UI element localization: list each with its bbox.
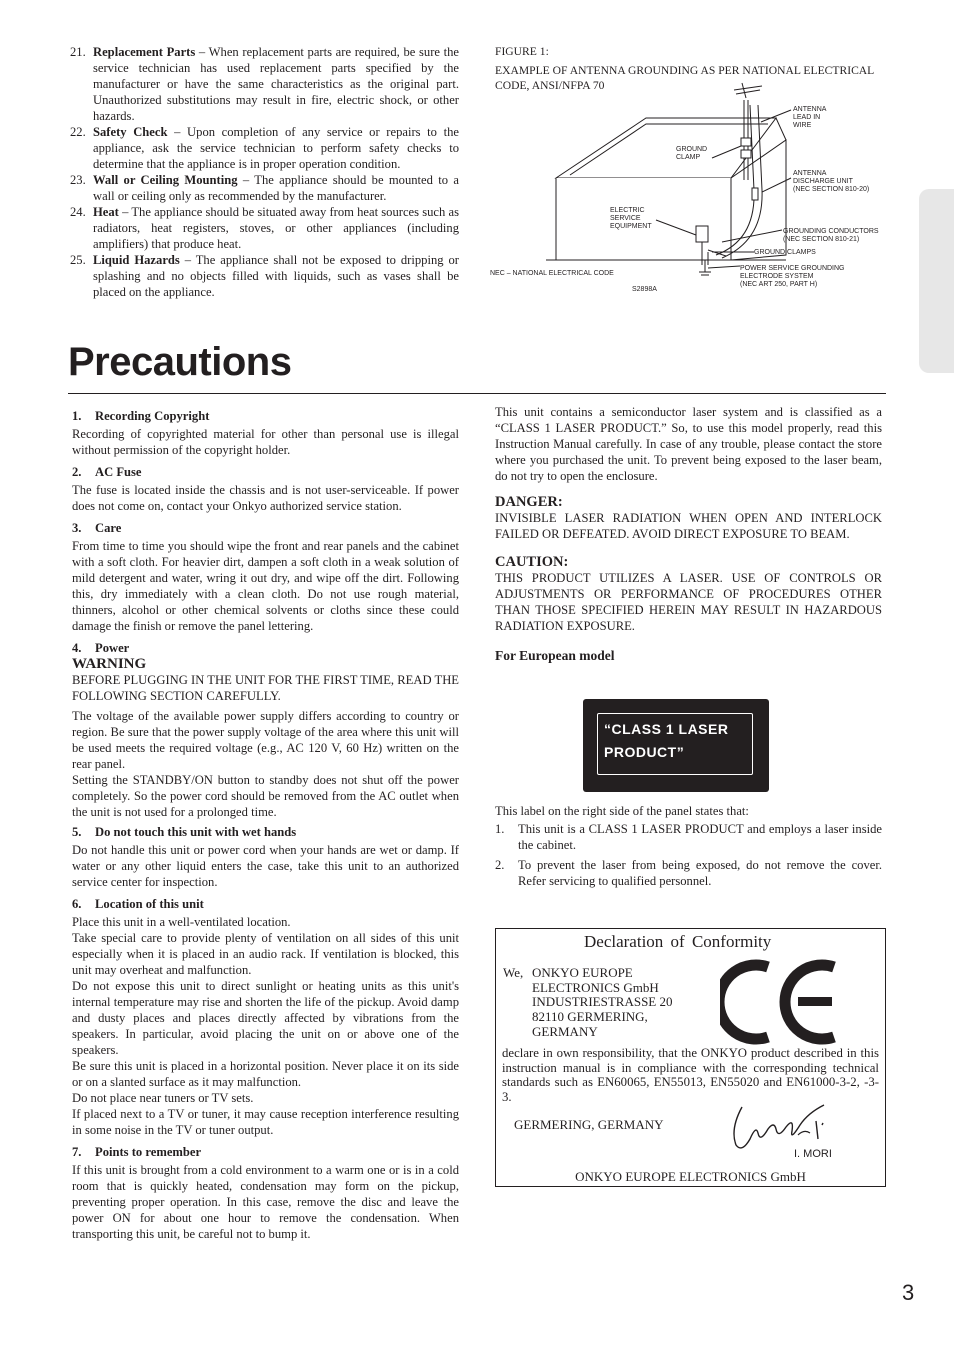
section-paragraph: Be sure this unit is placed in a horizontal position. Never place it on its side or on a slanted surface as it may malfunction. bbox=[72, 1059, 459, 1089]
danger-label: DANGER: bbox=[495, 494, 563, 510]
item-number: 21. bbox=[70, 45, 86, 59]
item-term: Liquid Hazards bbox=[93, 253, 180, 267]
safety-item bbox=[70, 124, 459, 172]
laser-label-line2: PRODUCT” bbox=[604, 744, 685, 760]
point-number: 1. bbox=[495, 822, 505, 836]
page-number: 3 bbox=[902, 1280, 915, 1305]
item-term: Heat bbox=[93, 205, 119, 219]
item-text: – When replacement parts are required, be sure the service technician has used replacement parts specified by the manufacturer or have the same characteristics as the original part. Unauthorized substitutions may result in fire, electric shock, or other hazards. bbox=[93, 45, 460, 123]
section-paragraph: If this unit is brought from a cold environment to a warm one or is in a cold room that is quickly heated, condensation may form on the pickup, preventing proper operation. In this case, remove the disc and leave the power ON for about one hour to remove the condensation. When transporting this unit, be careful not to bump it. bbox=[72, 1163, 459, 1241]
laser-information-column bbox=[495, 404, 882, 664]
laser-label-line1: “CLASS 1 LASER bbox=[604, 721, 729, 737]
safety-item bbox=[70, 252, 459, 300]
point-text: This unit is a CLASS 1 LASER PRODUCT and employs a laser inside the cabinet. bbox=[518, 822, 882, 852]
section bbox=[72, 896, 459, 1138]
section-paragraph: Place this unit in a well-ventilated location. bbox=[72, 915, 291, 929]
section-heading bbox=[72, 824, 459, 840]
section-title: Recording Copyright bbox=[95, 409, 210, 423]
signer-name: I. MORI bbox=[794, 1148, 832, 1160]
label-point bbox=[495, 857, 882, 889]
section-power bbox=[72, 640, 459, 820]
section-number: 2. bbox=[72, 465, 82, 479]
signature-icon bbox=[728, 1099, 838, 1155]
label-grounding-conductors: GROUNDING CONDUCTORS (NEC SECTION 810-21) bbox=[783, 228, 879, 243]
section-heading bbox=[72, 1144, 459, 1160]
section-title: Power bbox=[95, 641, 130, 655]
section-heading bbox=[72, 520, 459, 536]
section-number: 7. bbox=[72, 1145, 82, 1159]
laser-intro: This unit contains a semiconductor laser system and is classified as a “CLASS 1 LASER PRODUCT.” So, to use this model properly, read this Instruction Manual carefully. In case of any trouble, please contact the store where you purchased the unit. To prevent being exposed to the laser beam, do not try to open the enclosure. bbox=[495, 405, 882, 483]
title-rule bbox=[68, 393, 886, 394]
section bbox=[72, 464, 459, 514]
declaration-body: declare in own responsibility, that the ONKYO product described in this instruction manual is in compliance with the corresponding technical standards such as EN60065, EN55013, EN55020 and EN61000-3-2, -3-3. bbox=[502, 1046, 879, 1105]
power-paragraph: Setting the STANDBY/ON button to standby does not shut off the power completely. So the power cord should be removed from the AC outlet when the unit is not used for a prolonged time. bbox=[72, 773, 459, 819]
section bbox=[72, 520, 459, 634]
ce-mark-icon bbox=[720, 959, 844, 1045]
safety-item bbox=[70, 172, 459, 204]
item-term: Safety Check bbox=[93, 125, 168, 139]
declaration-of-conformity bbox=[495, 928, 886, 1187]
label-antenna-discharge-unit: ANTENNA DISCHARGE UNIT (NEC SECTION 810-20) bbox=[793, 170, 870, 193]
section-paragraph: Do not place near tuners or TV sets. bbox=[72, 1091, 254, 1105]
section-paragraph: Recording of copyrighted material for other than personal use is illegal without permission of the copyright holder. bbox=[72, 427, 459, 457]
item-text: – Upon completion of any service or repairs to the appliance, ask the service technician to perform safety checks to determine that the appliance is in proper operation condition. bbox=[93, 125, 459, 171]
section-paragraph: Do not handle this unit or power cord when your hands are wet or damp. If water or any other liquid enters the case, take this unit to an authorized service center for inspection. bbox=[72, 843, 459, 889]
label-electric-service-equipment: ELECTRIC SERVICE EQUIPMENT bbox=[610, 207, 652, 230]
section-title: Location of this unit bbox=[95, 897, 204, 911]
section-heading bbox=[72, 408, 459, 424]
declaration-place: GERMERING, GERMANY bbox=[514, 1117, 664, 1132]
section-heading bbox=[72, 640, 459, 656]
item-text: – The appliance shall not be exposed to dripping or splashing and no objects filled with liquids, such as vases shall be placed on the appliance. bbox=[93, 253, 459, 299]
point-text: To prevent the laser from being exposed, do not remove the cover. Refer servicing to qualified personnel. bbox=[518, 858, 882, 888]
section bbox=[72, 408, 459, 458]
section bbox=[72, 1144, 459, 1242]
label-power-service-grounding: POWER SERVICE GROUNDING ELECTRODE SYSTEM (NEC ART 250, PART H) bbox=[740, 265, 845, 288]
item-number: 23. bbox=[70, 173, 86, 187]
declaration-address: ONKYO EUROPE ELECTRONICS GmbH INDUSTRIESTRASSE 20 82110 GERMERING, GERMANY bbox=[532, 965, 673, 1039]
section bbox=[72, 824, 459, 890]
label-figure-code: S2898A bbox=[632, 286, 657, 293]
section-paragraph: Do not expose this unit to direct sunlight or heating units as this unit's internal temperature may rise and shorten the life of the pickup. Avoid damp and dusty places and places directly affected by vibrations from the speakers. In particular, avoid placing the unit on or above one of the speakers. bbox=[72, 979, 459, 1057]
section-tab bbox=[919, 189, 954, 373]
point-number: 2. bbox=[495, 858, 505, 872]
label-note: This label on the right side of the panel states that: bbox=[495, 804, 749, 818]
declaration-company: ONKYO EUROPE ELECTRONICS GmbH bbox=[575, 1169, 806, 1184]
section-paragraph: Take special care to provide plenty of ventilation on all sides of this unit especially when it is placed in an audio rack. If ventilation is blocked, this unit may overheat and malfunction. bbox=[72, 931, 459, 977]
item-number: 22. bbox=[70, 125, 86, 139]
section-title: AC Fuse bbox=[95, 465, 142, 479]
warning-text: BEFORE PLUGGING IN THE UNIT FOR THE FIRST TIME, READ THE FOLLOWING SECTION CAREFULLY. bbox=[72, 673, 459, 703]
declaration-title: Declaration of Conformity bbox=[584, 932, 772, 951]
figure-label: FIGURE 1: bbox=[495, 45, 549, 58]
item-number: 24. bbox=[70, 205, 86, 219]
label-ground-clamps: GROUND CLAMPS bbox=[754, 249, 816, 256]
figure-caption: EXAMPLE OF ANTENNA GROUNDING AS PER NATIONAL ELECTRICAL CODE, ANSI/NFPA 70 bbox=[495, 64, 874, 92]
european-model-label: For European model bbox=[495, 648, 615, 663]
section-paragraph: From time to time you should wipe the front and rear panels and the cabinet with a soft cloth. For heavier dirt, dampen a soft cloth in a weak solution of mild detergent and water, wring it out dry, and wipe off the dirt. Following this, dry immediately with a clean cloth. Do not use rough material, thinners, alcohol or other chemical solvents or cloths since these could damage the finish or remove the panel lettering. bbox=[72, 539, 459, 633]
danger-text: INVISIBLE LASER RADIATION WHEN OPEN AND INTERLOCK FAILED OR DEFEATED. AVOID DIRECT EXPOSURE TO BEAM. bbox=[495, 511, 882, 541]
section-number: 4. bbox=[72, 641, 82, 655]
section-paragraph: If placed next to a TV or tuner, it may cause reception interference resulting in some noise in the TV or tuner output. bbox=[72, 1107, 459, 1137]
label-antenna-lead-in-wire: ANTENNA LEAD IN WIRE bbox=[793, 106, 827, 129]
item-term: Replacement Parts bbox=[93, 45, 196, 59]
section-title: Do not touch this unit with wet hands bbox=[95, 825, 297, 839]
precautions-left-column bbox=[72, 404, 459, 1248]
laser-label-notes bbox=[495, 803, 882, 889]
declaration-we: We, bbox=[503, 965, 524, 980]
safety-item bbox=[70, 204, 459, 252]
section-paragraph: The fuse is located inside the chassis and is not user-serviceable. If power does not come on, contact your Onkyo authorized service station. bbox=[72, 483, 459, 513]
label-ground-clamp: GROUND CLAMP bbox=[676, 146, 708, 161]
caution-label: CAUTION: bbox=[495, 554, 569, 570]
warning-label: WARNING bbox=[72, 656, 147, 672]
section-number: 6. bbox=[72, 897, 82, 911]
section-heading bbox=[72, 464, 459, 480]
label-nec-note: NEC – NATIONAL ELECTRICAL CODE bbox=[490, 270, 614, 277]
section-number: 1. bbox=[72, 409, 82, 423]
section-title: Points to remember bbox=[95, 1145, 202, 1159]
class1-laser-label bbox=[583, 699, 769, 792]
safety-item bbox=[70, 44, 459, 124]
page-title: Precautions bbox=[68, 340, 292, 384]
safety-items-list bbox=[70, 44, 459, 300]
power-paragraph: The voltage of the available power supply differs according to country or region. Be sure that the power supply voltage of the area where this unit will be used meets the required voltage (e.g., AC 120 V, 60 Hz) written on the rear panel. bbox=[72, 709, 459, 771]
section-number: 5. bbox=[72, 825, 82, 839]
item-term: Wall or Ceiling Mounting bbox=[93, 173, 238, 187]
section-title: Care bbox=[95, 521, 122, 535]
section-heading bbox=[72, 896, 459, 912]
caution-text: THIS PRODUCT UTILIZES A LASER. USE OF CONTROLS OR ADJUSTMENTS OR PERFORMANCE OF PROCEDURES OTHER THAN THOSE SPECIFIED HEREIN MAY RESULT IN HAZARDOUS RADIATION EXPOSURE. bbox=[495, 571, 882, 633]
label-point bbox=[495, 821, 882, 853]
item-text: – The appliance should be mounted to a wall or ceiling only as recommended by the manufacturer. bbox=[93, 173, 459, 203]
item-number: 25. bbox=[70, 253, 86, 267]
section-number: 3. bbox=[72, 521, 82, 535]
item-text: – The appliance should be situated away from heat sources such as radiators, heat registers, stoves, or other appliances (including amplifiers) that produce heat. bbox=[93, 205, 459, 251]
